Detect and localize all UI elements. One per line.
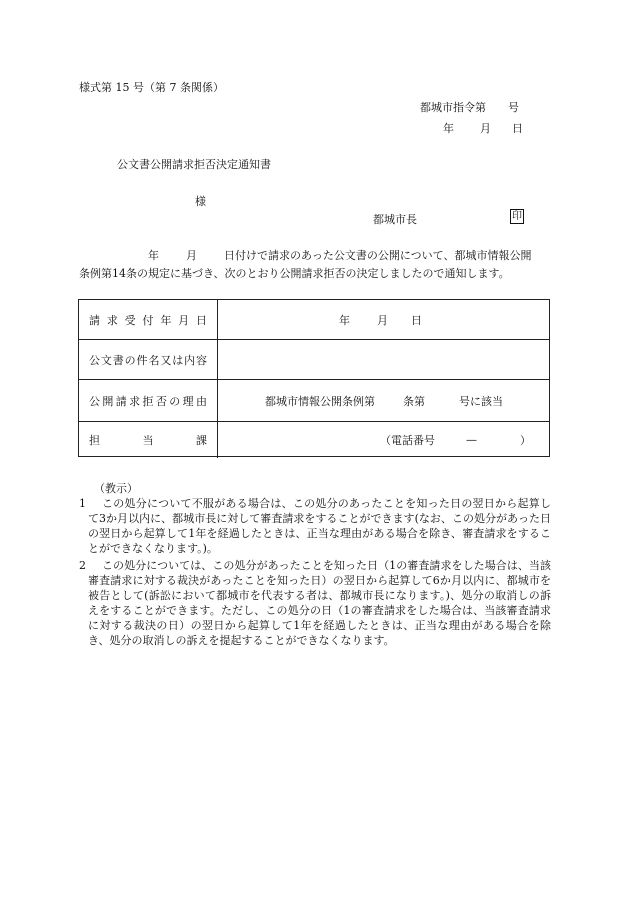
row-value-cell [218,380,549,421]
row-value-cell [218,340,549,379]
row-value-cell [218,300,549,339]
details-table [78,299,550,457]
row-label-cell [79,340,218,379]
date-day: 日 [512,122,523,135]
value-day: 日 [411,313,422,327]
document-title: 公文書公開請求拒否決定通知書 [117,158,271,171]
form-number: 様式第 15 号（第 7 条関係） [79,81,224,94]
issuer-name: 都城市長 [373,213,417,226]
row-label: 公文書の件名又は内容 [89,353,207,367]
phone-dash: — [466,433,477,447]
notice-item-text: この処分について不服がある場合は、この処分のあったことを知った日の翌日から起算して3か月以内に、都城市長に対して審査請求をすることができます(なお、この処分があった日の翌日から起算して1年を経過したときは、正当な理由がある場合を除き、審査請求をすることができなくなります。)。 [88,497,551,555]
phone-close: ） [520,434,531,447]
notice-heading: （教示） [94,482,138,495]
notice-item-number: 2 [79,559,86,572]
date-month: 月 [480,122,491,135]
recipient-suffix: 様 [195,195,206,208]
value-year: 年 [339,313,350,327]
row-label: 公開請求拒否の理由 [89,394,207,408]
reason-part-1: 都城市情報公開条例第 [265,394,375,408]
notice-item [79,496,551,556]
row-label-cell [79,422,218,458]
date-year: 年 [443,122,454,135]
row-label-cell [79,380,218,421]
row-label-cell [79,300,218,339]
row-label: 担当課 [89,434,207,447]
phone-open: （電話番号 [380,434,435,447]
row-label: 請求受付年月日 [89,313,207,327]
table-row [79,421,549,458]
table-row [79,300,549,339]
value-month: 月 [377,313,388,327]
reference-number [420,99,519,115]
table-row [79,379,549,421]
reason-part-2: 条第 [403,394,425,408]
reference-prefix: 都城市指令第 [420,101,486,114]
body-year: 年 [148,249,159,262]
issue-date [443,120,523,136]
reason-part-3: 号に該当 [459,394,503,408]
notice-item-text: この処分については、この処分があったことを知った日（1の審査請求をした場合は、当該審査請求に対する裁決があったことを知った日）の翌日から起算して6か月以内に、都城市を被告として(訴訟において都城市を代表する者は、都城市長になります。)、処分の取消しの訴えをすることができます。ただし、この処分の日（1の審査請求をした場合は、当該審査請求に対する裁決の日）の翌日から起算して1年を経過したときは、正当な理由がある場合を除き、処分の取消しの訴えを提起することができなくなります。 [88,559,551,647]
body-line-1-text: 日付けで請求のあった公文書の公開について、都城市情報公開 [224,249,532,262]
body-line-2: 条例第14条の規定に基づき、次のとおり公開請求拒否の決定しましたので通知します。 [79,267,510,280]
seal-icon: 印 [512,211,522,222]
notice-item [79,558,551,648]
body-line-1 [148,247,531,263]
reference-suffix: 号 [508,101,519,114]
body-month: 月 [186,249,197,262]
notice-item-number: 1 [79,497,86,510]
row-value-cell [218,422,549,458]
table-row [79,339,549,379]
